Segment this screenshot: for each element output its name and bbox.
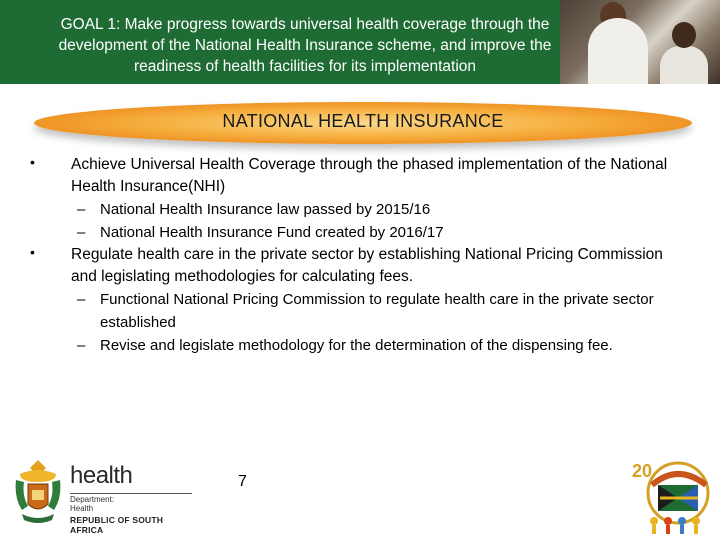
coat-of-arms-icon <box>12 458 64 526</box>
logo-divider <box>70 493 192 494</box>
department-line: Health <box>70 504 94 513</box>
department-logo <box>8 458 198 535</box>
bullet-list <box>30 154 690 357</box>
bullet-text: Regulate health care in the private sector by establishing National Pricing Commission and legislating methodologies for calculating fees. <box>71 246 663 285</box>
page-number: 7 <box>238 473 247 490</box>
title-bar <box>34 102 692 144</box>
department-label <box>70 495 114 513</box>
sub-item <box>77 221 690 244</box>
department-line: Department: <box>70 495 115 504</box>
photo-figure <box>588 18 648 84</box>
bullet-marker: • <box>30 154 35 170</box>
logo-wordmark: health <box>70 462 133 489</box>
years-number: 20 <box>632 461 653 481</box>
dash-marker: – <box>77 291 86 308</box>
goal-text: GOAL 1: Make progress towards universal health coverage through the development of the National Health Insurance scheme, and improve the readiness of health facilities for its implementation <box>58 16 552 75</box>
header-banner <box>0 0 720 84</box>
sub-list <box>77 198 690 244</box>
dash-marker: – <box>77 201 86 218</box>
sub-text: Revise and legislate methodology for the determination of the dispensing fee. <box>100 337 613 354</box>
dash-marker: – <box>77 337 86 354</box>
sub-text: Functional National Pricing Commission to regulate health care in the private sector established <box>100 291 654 331</box>
dash-marker: – <box>77 224 86 241</box>
country-label: REPUBLIC OF SOUTH AFRICA <box>70 515 164 535</box>
bullet-marker: • <box>30 244 35 260</box>
header-photo <box>560 0 720 84</box>
photo-figure <box>672 22 696 48</box>
slide-title: NATIONAL HEALTH INSURANCE <box>222 111 504 131</box>
sub-list <box>77 288 690 357</box>
anniversary-badge-icon <box>630 455 716 537</box>
bullet-item <box>30 154 690 244</box>
photo-figure <box>660 46 708 84</box>
bullet-text: Achieve Universal Health Coverage through the phased implementation of the National Health Insurance(NHI) <box>71 156 668 195</box>
sub-item <box>77 198 690 221</box>
sub-item <box>77 334 690 357</box>
bullet-item <box>30 244 690 357</box>
sub-text: National Health Insurance law passed by 2015/16 <box>100 201 431 218</box>
sub-text: National Health Insurance Fund created by 2016/17 <box>100 224 444 241</box>
sub-item <box>77 288 690 334</box>
